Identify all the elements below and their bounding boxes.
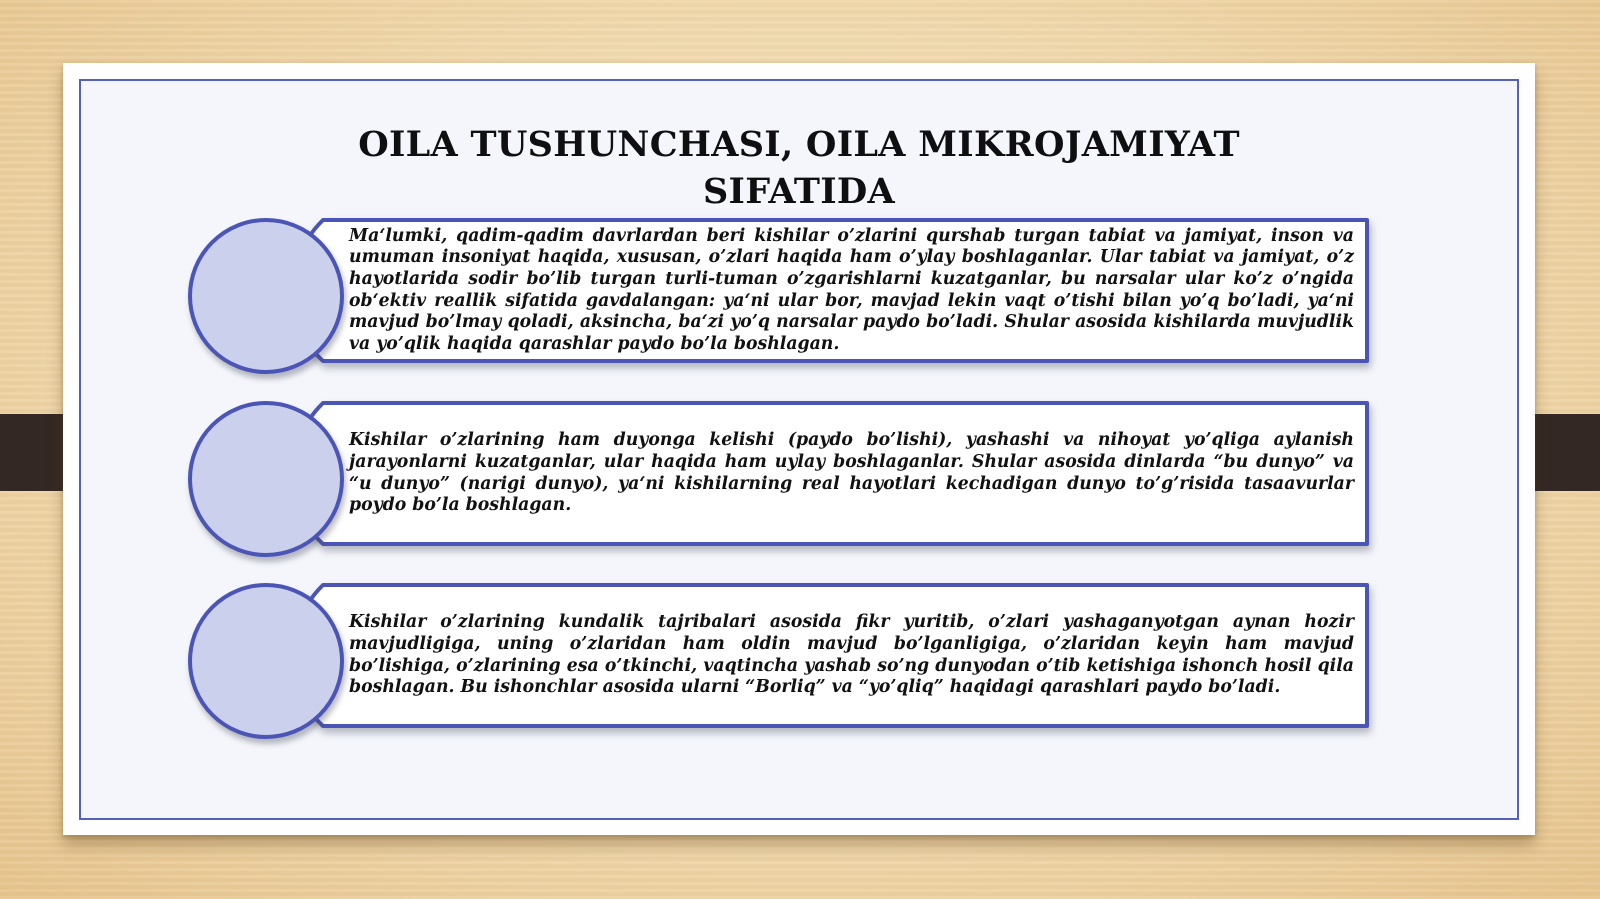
item-text: Kishilar o’zlarining ham duyonga kelishi (paydo bo’lishi), yashashi va nihoyat yo’qliga aylanish jarayonlarni kuzatganlar, ular haqida ham uylay boshlaganlar. Shular asosida dinlarda “bu dunyo” va “u dunyo” (narigi dunyo), ya‘ni kishilarning real hayotlari kechadigan dunyo to’g’risida tasaavurlar poydo bo’la boshlagan. [349, 430, 1354, 516]
item-text: Kishilar o’zlarining kundalik tajribalari asosida fikr yuritib, o’zlari yashaganyotgan aynan hozir mavjudligiga, uning o’zlaridan ham oldin mavjud bo’lganligiga, o’zlaridan keyin ham mavjud bo’lishiga, o’zlarining esa o’tkinchi, vaqtincha yashab so’ng dunyodan o’tib ketishiga ishonch hosil qila boshlagan. Bu ishonchlar asosida ularni “Borliq” va “yo’qliq” haqidagi qarashlari paydo bo’ladi. [349, 612, 1354, 698]
text-box [301, 218, 1369, 363]
item-text: Ma‘lumki, qadim-qadim davrlardan beri kishilar o’zlarini qurshab turgan tabiat va jamiyat, inson va umuman insoniyat haqida, xususan, o’zlari haqida ham o’ylay boshlaganlar. Ular tabiat va jamiyat, o’z hayotlarida sodir bo’lib turgan turli-tuman o’zgarishlarni kuzatganlar, bu narsalar ular ko’z o’ngida ob‘ektiv reallik sifatida gavdalangan: ya‘ni ular bor, mavjad lekin vaqt o’tishi bilan yo’q bo’ladi, ya‘ni mavjud bo’lmay qoladi, aksincha, ba‘zi yo’q narsalar paydo bo’ladi. Shular asosida kishilarda muvjudlik va yo’qlik haqida qarashlar paydo bo’la boshlagan. [349, 225, 1354, 354]
circle-marker [188, 583, 344, 739]
text-box [301, 583, 1369, 728]
title-line-1: OILA TUSHUNCHASI, OILA MIKROJAMIYAT [358, 124, 1240, 165]
list-item [188, 401, 1373, 553]
text-box [301, 401, 1369, 546]
inner-frame [79, 79, 1519, 820]
title-line-2: SIFATIDA [702, 171, 895, 212]
list-item [188, 218, 1373, 370]
slide-title [81, 121, 1517, 215]
circle-marker [188, 218, 344, 374]
circle-marker [188, 401, 344, 557]
list-item [188, 583, 1373, 735]
slide-card [63, 63, 1535, 835]
